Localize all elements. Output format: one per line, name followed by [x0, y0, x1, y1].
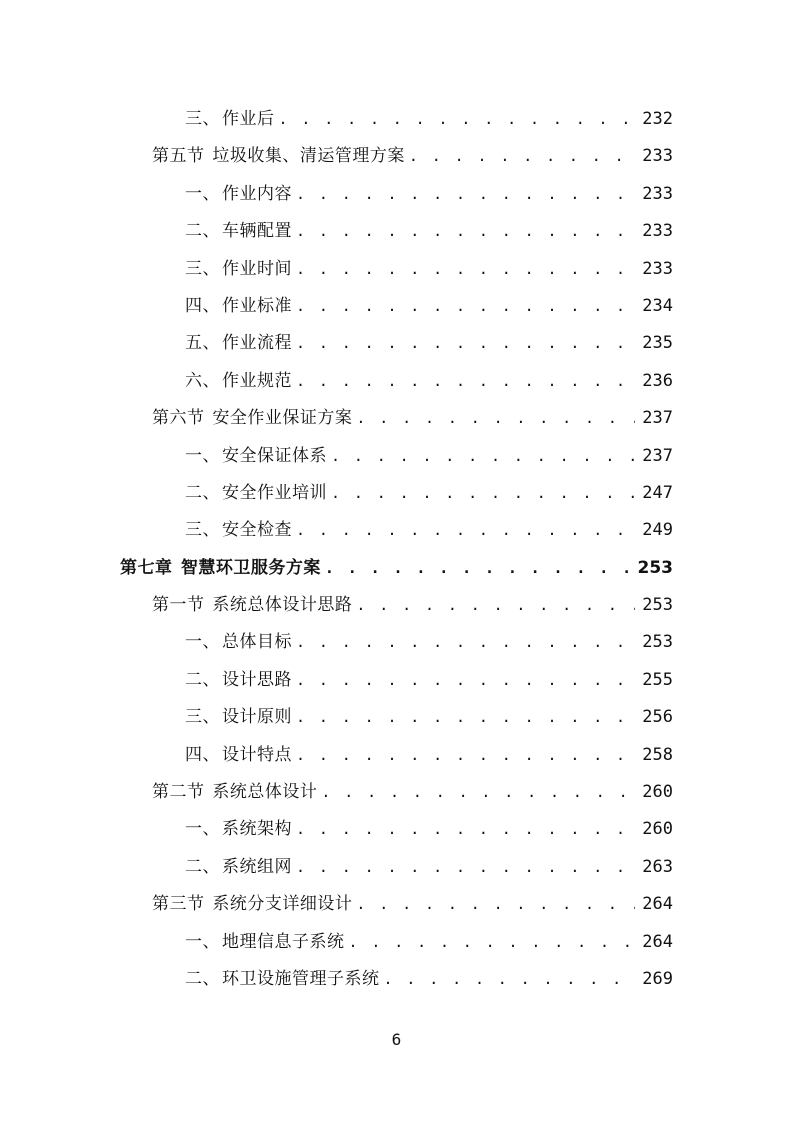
- toc-entry-number: 三、: [185, 520, 220, 541]
- dot-leader: [296, 213, 635, 250]
- toc-entry-number: 一、: [185, 931, 220, 952]
- dot-leader: [296, 811, 635, 848]
- dot-leader: [296, 288, 635, 325]
- toc-entry-item[interactable]: [0, 924, 793, 961]
- toc-entry-page: 249: [642, 520, 673, 541]
- toc-entry-number: 一、: [185, 632, 220, 653]
- dot-leader: [296, 662, 635, 699]
- toc-entry-title: [185, 475, 327, 512]
- toc-entry-item[interactable]: [0, 213, 793, 250]
- dot-leader: [409, 138, 635, 175]
- toc-entry-title: [185, 961, 380, 998]
- toc-entry-page: 264: [642, 894, 673, 915]
- toc-entry-number: 第一节: [152, 595, 211, 616]
- toc-entry-text: 垃圾收集、清运管理方案: [212, 146, 405, 167]
- toc-entry-page: 253: [642, 632, 673, 653]
- toc-entry-number: 一、: [185, 445, 220, 466]
- dot-leader: [296, 176, 635, 213]
- toc-entry-section[interactable]: [0, 774, 793, 811]
- toc-entry-text: 车辆配置: [222, 221, 292, 242]
- toc-entry-title: [185, 811, 292, 848]
- toc-entry-title: [185, 924, 345, 961]
- toc-entry-item[interactable]: [0, 849, 793, 886]
- toc-entry-title: [185, 288, 292, 325]
- toc-entry-text: 作业时间: [222, 258, 292, 279]
- toc-entry-number: 三、: [185, 258, 220, 279]
- toc-entry-number: 六、: [185, 370, 220, 391]
- toc-entry-item[interactable]: [0, 438, 793, 475]
- toc-entry-title: [185, 251, 292, 288]
- toc-entry-item[interactable]: [0, 475, 793, 512]
- dot-leader: [349, 924, 636, 961]
- toc-entry-text: 安全保证体系: [222, 445, 327, 466]
- toc-entry-text: 系统总体设计: [212, 782, 318, 803]
- toc-entry-text: 地理信息子系统: [222, 931, 345, 952]
- toc-entry-text: 作业规范: [222, 370, 292, 391]
- toc-entry-number: 一、: [185, 183, 220, 204]
- toc-entry-title: [185, 438, 327, 475]
- toc-entry-page: 237: [642, 408, 673, 429]
- toc-entry-text: 作业流程: [222, 333, 292, 354]
- toc-entry-number: 四、: [185, 744, 220, 765]
- toc-entry-title: [185, 512, 292, 549]
- toc-entry-title: [152, 587, 352, 624]
- toc-entry-title: [152, 400, 352, 437]
- toc-entry-page: 264: [642, 931, 673, 952]
- toc-entry-section[interactable]: [0, 138, 793, 175]
- toc-entry-page: 269: [642, 968, 673, 989]
- toc-entry-page: 263: [642, 856, 673, 877]
- toc-entry-item[interactable]: [0, 624, 793, 661]
- toc-entry-number: 第二节: [152, 782, 211, 803]
- toc-entry-item[interactable]: [0, 737, 793, 774]
- toc-entry-title: [152, 886, 352, 923]
- toc-entry-title: [185, 363, 292, 400]
- dot-leader: [296, 737, 635, 774]
- dot-leader: [296, 363, 635, 400]
- toc-entry-item[interactable]: [0, 101, 793, 138]
- toc-entry-text: 安全作业保证方案: [212, 408, 353, 429]
- toc-entry-number: 二、: [185, 968, 220, 989]
- dot-leader: [331, 438, 635, 475]
- dot-leader: [321, 774, 635, 811]
- toc-entry-number: 二、: [185, 856, 220, 877]
- toc-entry-title: [185, 213, 292, 250]
- toc-entry-section[interactable]: [0, 587, 793, 624]
- page-number: 6: [391, 1030, 402, 1049]
- toc-entry-item[interactable]: [0, 288, 793, 325]
- toc-entry-title: [152, 138, 405, 175]
- toc-entry-item[interactable]: [0, 512, 793, 549]
- toc-entry-text: 系统总体设计思路: [212, 595, 353, 616]
- dot-leader: [384, 961, 636, 998]
- toc-entry-page: 233: [642, 221, 673, 242]
- toc-entry-page: 260: [642, 819, 673, 840]
- toc-entry-page: 236: [642, 370, 673, 391]
- toc-entry-title: [185, 624, 292, 661]
- toc-entry-title: [185, 662, 292, 699]
- toc-entry-text: 安全作业培训: [222, 482, 327, 503]
- toc-entry-page: 232: [642, 109, 673, 129]
- toc-entry-text: 总体目标: [222, 632, 292, 653]
- toc-entry-number: 三、: [185, 109, 220, 129]
- toc-entry-number: 二、: [185, 482, 220, 503]
- toc-entry-text: 设计原则: [222, 707, 292, 728]
- toc-entry-title: [185, 325, 292, 362]
- dot-leader: [279, 101, 636, 138]
- toc-entry-title: [185, 737, 292, 774]
- toc-entry-page: 235: [642, 333, 673, 354]
- toc-entry-chapter[interactable]: [0, 550, 793, 587]
- dot-leader: [356, 400, 635, 437]
- dot-leader: [356, 587, 635, 624]
- dot-leader: [356, 886, 635, 923]
- toc-entry-item[interactable]: [0, 176, 793, 213]
- toc-entry-page: 233: [642, 258, 673, 279]
- toc-entry-page: 237: [642, 445, 673, 466]
- toc-entry-title: [185, 176, 292, 213]
- toc-entry-page: 260: [642, 782, 673, 803]
- toc-entry-item[interactable]: [0, 699, 793, 736]
- toc-entry-page: 253: [642, 595, 673, 616]
- toc-entry-item[interactable]: [0, 811, 793, 848]
- toc-entry-text: 作业内容: [222, 183, 292, 204]
- toc-entry-item[interactable]: [0, 251, 793, 288]
- toc-entry-page: 253: [637, 557, 673, 578]
- toc-entry-number: 第七章: [120, 557, 179, 578]
- toc-entry-number: 第五节: [152, 146, 211, 167]
- dot-leader: [325, 550, 632, 587]
- toc-entry-text: 环卫设施管理子系统: [222, 968, 380, 989]
- toc-entry-page: 247: [642, 482, 673, 503]
- toc-entry-section[interactable]: [0, 886, 793, 923]
- toc-entry-title: [185, 849, 292, 886]
- toc-entry-number: 二、: [185, 221, 220, 242]
- dot-leader: [296, 512, 635, 549]
- toc-entry-text: 系统分支详细设计: [212, 894, 353, 915]
- toc-entry-section[interactable]: [0, 400, 793, 437]
- toc-entry-number: 四、: [185, 295, 220, 316]
- toc-entry-item[interactable]: [0, 325, 793, 362]
- toc-entry-item[interactable]: [0, 662, 793, 699]
- toc-entry-number: 第三节: [152, 894, 211, 915]
- toc-entry-title: [185, 699, 292, 736]
- dot-leader: [296, 699, 635, 736]
- toc-entry-number: 二、: [185, 669, 220, 690]
- dot-leader: [331, 475, 635, 512]
- toc-entry-title: [120, 550, 321, 587]
- toc-entry-number: 一、: [185, 819, 220, 840]
- toc-entry-title: [185, 101, 275, 138]
- toc-entry-text: 系统架构: [222, 819, 292, 840]
- dot-leader: [296, 624, 635, 661]
- toc-entry-text: 设计思路: [222, 669, 292, 690]
- toc-entry-page: 233: [642, 146, 673, 167]
- dot-leader: [296, 251, 635, 288]
- toc-entry-page: 233: [642, 183, 673, 204]
- toc-entry-page: 255: [642, 669, 673, 690]
- toc-entry-page: 258: [642, 744, 673, 765]
- toc-entry-number: 第六节: [152, 408, 211, 429]
- dot-leader: [296, 849, 635, 886]
- toc-entry-page: 234: [642, 295, 673, 316]
- toc-entry-number: 五、: [185, 333, 220, 354]
- toc-entry-number: 三、: [185, 707, 220, 728]
- toc-entry-text: 作业标准: [222, 295, 292, 316]
- toc-entry-text: 安全检查: [222, 520, 292, 541]
- toc-entry-item[interactable]: [0, 363, 793, 400]
- toc-entry-page: 256: [642, 707, 673, 728]
- toc-entry-text: 智慧环卫服务方案: [180, 557, 321, 578]
- toc-entry-text: 设计特点: [222, 744, 292, 765]
- toc-entry-item[interactable]: [0, 961, 793, 998]
- dot-leader: [296, 325, 635, 362]
- toc-entry-title: [152, 774, 317, 811]
- table-of-contents: [0, 101, 793, 998]
- toc-entry-text: 系统组网: [222, 856, 292, 877]
- toc-entry-text: 作业后: [222, 109, 275, 129]
